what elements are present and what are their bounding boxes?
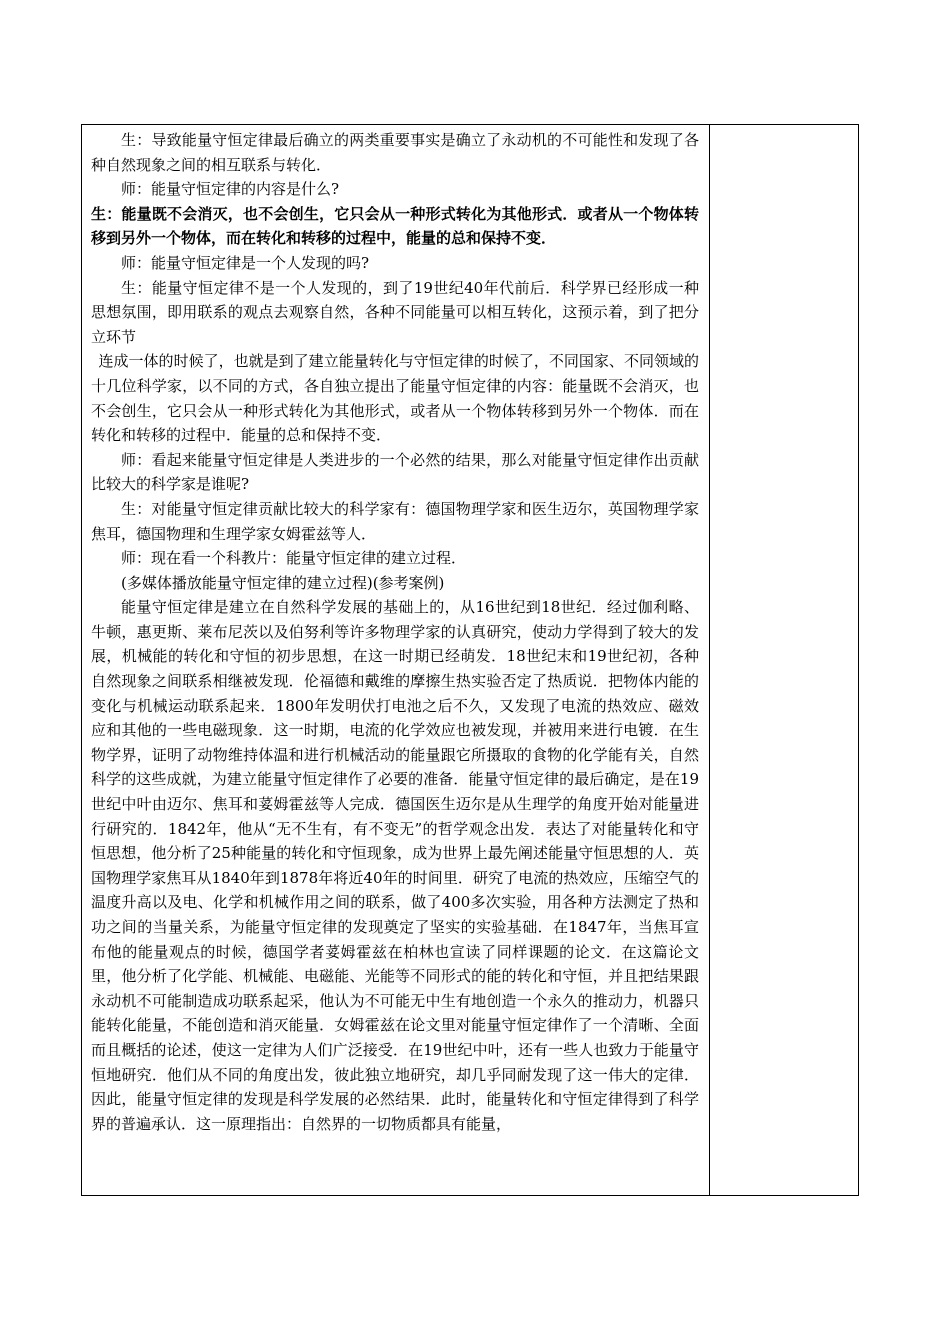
paragraph-reference-case: 能量守恒定律是建立在自然科学发展的基础上的，从16世纪到18世纪．经过伽利略、牛顿，惠更斯、莱布尼茨以及伯努利等许多物理学家的认真研究，使动力学得到了较大的发展，机械能的转化和守恒的初步思想，在这一时期已经萌发．18世纪末和19世纪初，各种自然现象之间联系相继被发现．伦福德和戴维的摩擦生热实验否定了热质说．把物体内能的变化与机械运动联系起来．1800年发明伏打电池之后不久，又发现了电流的热效应、磁效应和其他的一些电磁现象．这一时期，电流的化学效应也被发现，并被用来进行电镀．在生物学界，证明了动物维持体温和进行机械活动的能量跟它所摄取的食物的化学能有关，自然科学的这些成就，为建立能量守恒定律作了必要的准备．能量守恒定律的最后确定，是在19世纪中叶由迈尔、焦耳和荽姆霍兹等人完成．德国医生迈尔是从生理学的角度开始对能量进行研究的．1842年，他从“无不生有，有不变无”的哲学观念出发．表达了对能量转化和守恒思想，他分析了25种能量的转化和守恒现象，成为世界上最先阐述能量守恒思想的人．英国物理学家焦耳从1840年到1878年将近40年的时间里．研究了电流的热效应，压缩空气的温度升高以及电、化学和机械作用之间的联系，做了400多次实验，用各种方法测定了热和功之间的当量关系，为能量守恒定律的发现奠定了坚实的实验基础．在1847年，当焦耳宣布他的能量观点的时候，德国学者荽姆霍兹在柏林也宣读了同样课题的论文．在这篇论文里，他分析了化学能、机械能、电磁能、光能等不同形式的能的转化和守恒，并且把结果跟永动机不可能制造成功联系起采，他认为不可能无中生有地创造一个永久的推动力，机器只能转化能量，不能创造和消灭能量．女姆霍兹在论文里对能量守恒定律作了一个清晰、全面而且概括的论述，使这一定律为人们广泛接受．在19世纪中叶，还有一些人也致力于能量守恒地研究．他们从不同的角度出发，彼此独立地研究，却几乎同耐发现了这一伟大的定律．因此，能量守恒定律的发现是科学发展的必然结果．此时，能量转化和守恒定律得到了科学界的普遍承认．这一原理指出：自然界的一切物质都具有能量，: [91, 598, 699, 1133]
paragraph-teacher-question-2: 师：能量守恒定律是一个人发现的吗?: [121, 253, 370, 272]
lesson-table: [81, 124, 859, 1196]
paragraph-student-answer-3: 生：对能量守恒定律贡献比较大的科学家有：德国物理学家和医生迈尔，英国物理学家焦耳，德国物理和生理学家女姆霍兹等人．: [91, 499, 699, 543]
paragraph-student-answer-bold: 生：能量既不会消灭，也不会创生，它只会从一种形式转化为其他形式．或者从一个物体转移到另外一个物体，而在转化和转移的过程中，能量的总和保持不变．: [91, 204, 699, 248]
notes-cell: [710, 125, 858, 1195]
paragraph-multimedia-note: (多媒体播放能量守恒定律的建立过程)(参考案例): [121, 573, 445, 592]
paragraph-student-answer-1: 生：导致能量守恒定律最后确立的两类重要事实是确立了永动机的不可能性和发现了各种自然现象之间的相互联系与转化．: [91, 131, 699, 174]
paragraph-teacher-question-3: 师：看起来能量守恒定律是人类进步的一个必然的结果，那么对能量守恒定律作出贡献比较大的科学家是谁呢?: [91, 450, 699, 494]
content-cell: [82, 125, 710, 1195]
paragraph-teacher-question-1: 师：能量守恒定律的内容是什么?: [121, 180, 340, 199]
paragraph-teacher-film: 师：现在看一个科教片：能量守恒定律的建立过程．: [121, 549, 467, 568]
paragraph-student-answer-2: 生：能量守恒定律不是一个人发现的，到了19世纪40年代前后．科学界已经形成一种思想氛围，即用联系的观点去观察自然，各种不同能量可以相互转化，这预示着，到了把分立环节: [91, 278, 699, 346]
paragraph-continuation: 连成一体的时候了，也就是到了建立能量转化与守恒定律的时候了，不同国家、不同领域的十几位科学家，以不同的方式，各自独立提出了能量守恒定律的内容：能量既不会消灭，也不会创生，它只会从一种形式转化为其他形式，或者从一个物体转移到另外一个物体．而在转化和转移的过程中．能量的总和保持不变．: [91, 352, 699, 445]
